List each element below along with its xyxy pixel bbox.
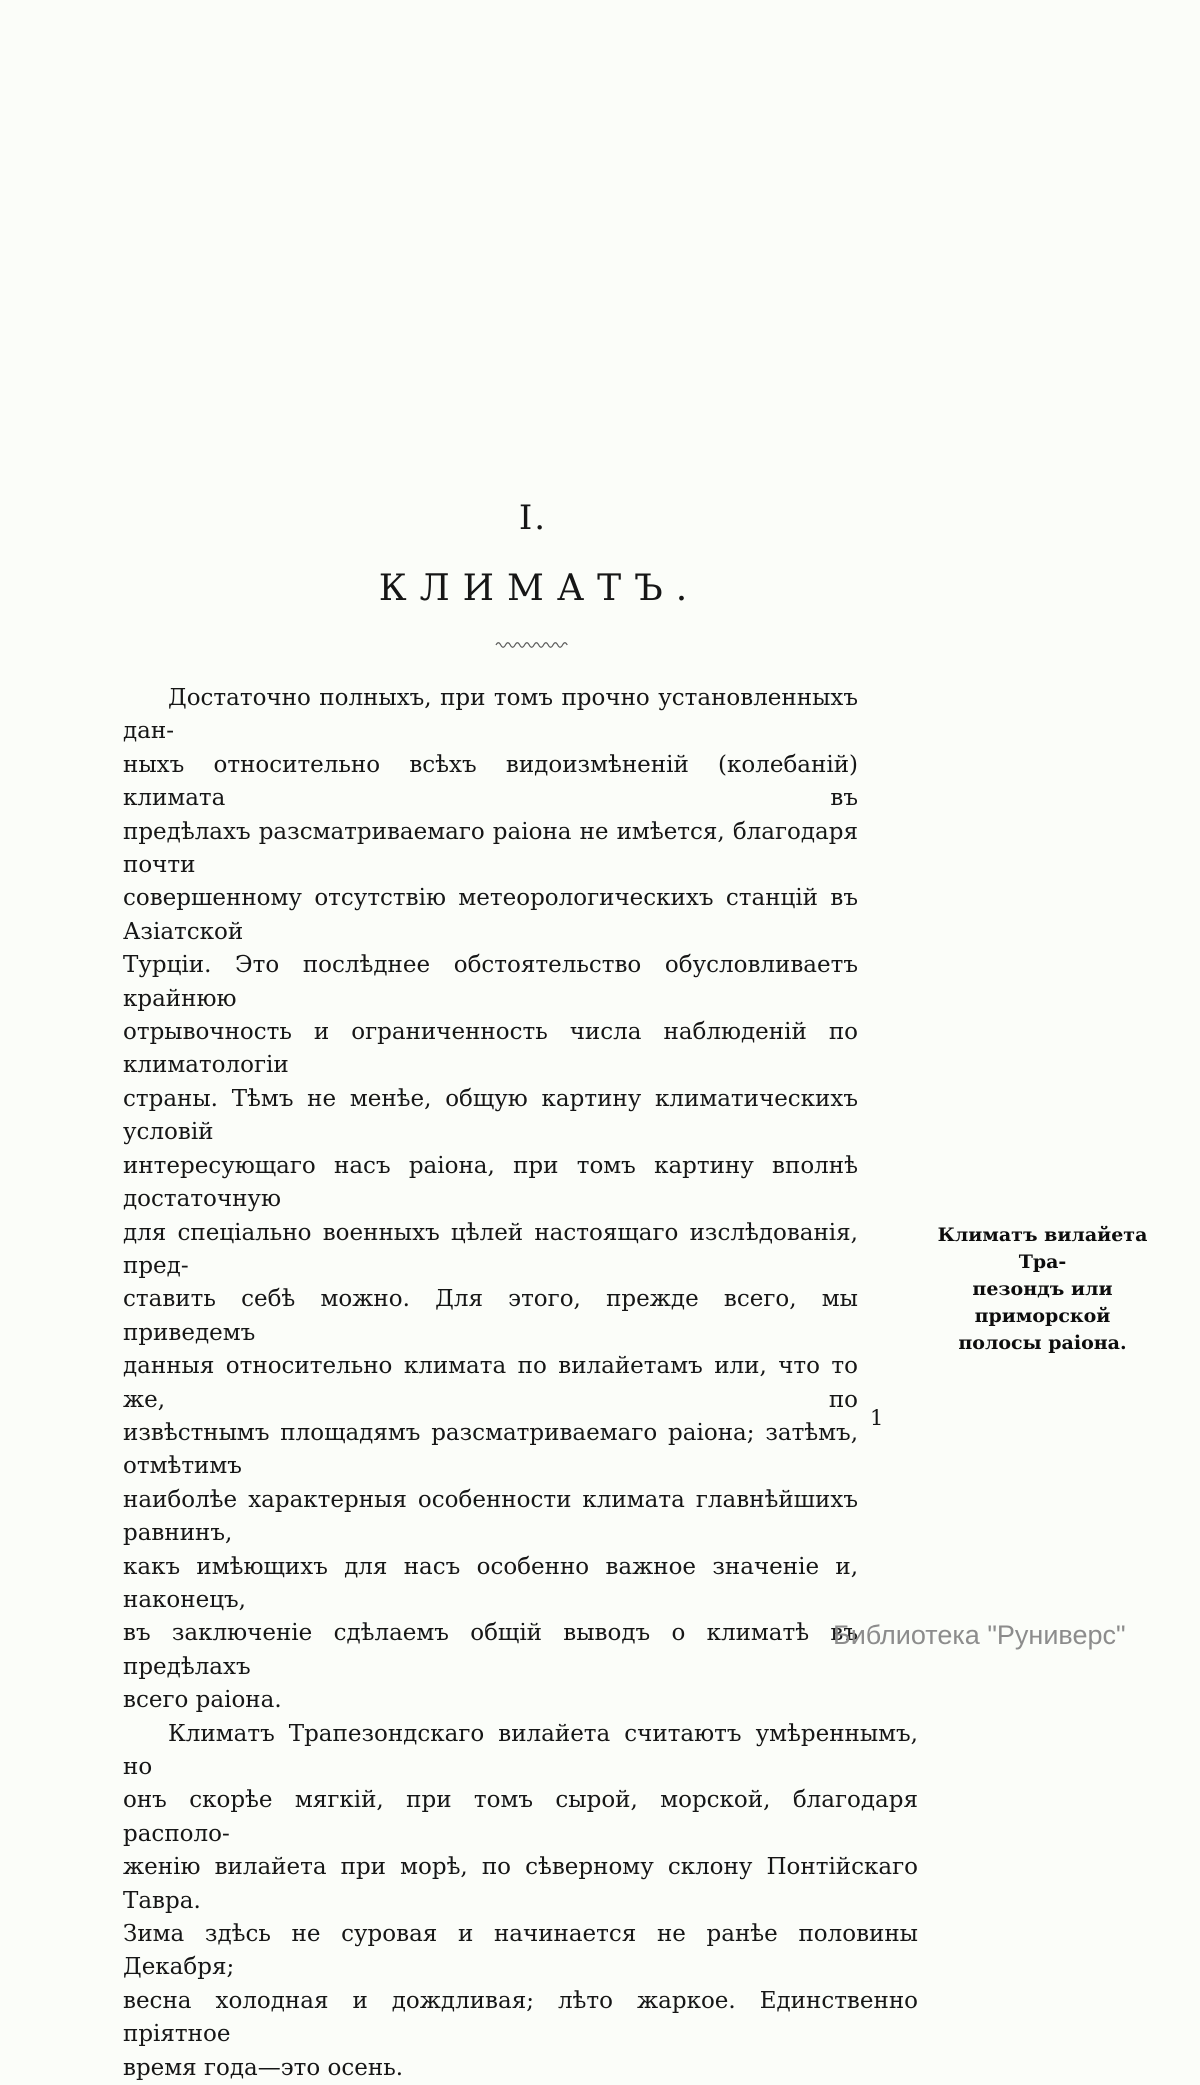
paragraph-2 [123, 1718, 918, 2085]
text-line: женію вилайета при морѣ, по сѣверному склону Понтійскаго Тавра. [123, 1854, 918, 1914]
paragraph-1 [123, 682, 858, 1718]
margin-note [921, 1222, 1164, 1357]
text-line: предѣлахъ разсматриваемаго раіона не имѣется, благодаря почти [123, 818, 858, 879]
text-line: данныя относительно климата по вилайетамъ или, что то же, по [123, 1353, 858, 1413]
text-line: отрывочность и ограниченность числа наблюденій по климатологіи [123, 1019, 858, 1079]
margin-note-line: полосы раіона. [958, 1332, 1127, 1354]
chapter-number: I. [518, 498, 548, 538]
text-line: интересующаго насъ раіона, при томъ картину вполнѣ достаточную [123, 1152, 858, 1213]
text-line: всего раіона. [123, 1687, 282, 1714]
library-watermark: Библиотека "Руниверс" [833, 1620, 1126, 1650]
text-line: ставить себѣ можно. Для этого, прежде всего, мы приведемъ [123, 1286, 858, 1346]
margin-note-line: Климатъ вилайета Тра- [937, 1224, 1148, 1273]
main-text-column [123, 682, 918, 2085]
squiggle-divider [123, 634, 943, 653]
text-line: для спеціально военныхъ цѣлей настоящаго изслѣдованія, пред- [123, 1219, 858, 1279]
page-number: 1 [870, 1406, 884, 1430]
text-line: онъ скорѣе мягкій, при томъ сырой, морской, благодаря располо- [123, 1787, 918, 1847]
text-line: страны. Тѣмъ не менѣе, общую картину климатическихъ условій [123, 1085, 858, 1146]
text-line: весна холодная и дождливая; лѣто жаркое. Единственно пріятное [123, 1987, 918, 2048]
chapter-title: КЛИМАТЪ. [378, 568, 701, 609]
text-line: Зима здѣсь не суровая и начинается не ранѣе половины Декабря; [123, 1921, 918, 1981]
margin-note-line: пезондъ или приморской [972, 1278, 1113, 1327]
text-line: въ заключеніе сдѣлаемъ общій выводъ о климатѣ въ предѣлахъ [123, 1620, 858, 1680]
text-line: извѣстнымъ площадямъ разсматриваемаго раіона; затѣмъ, отмѣтимъ [123, 1419, 858, 1480]
wavy-line-icon [495, 634, 571, 653]
text-line: Достаточно полныхъ, при томъ прочно установленныхъ дан- [123, 685, 858, 745]
text-line: Климатъ Трапезондскаго вилайета считаютъ умѣреннымъ, но [123, 1720, 918, 1780]
text-line: ныхъ относительно всѣхъ видоизмѣненій (колебаній) климата въ [123, 751, 858, 812]
text-line: Турціи. Это послѣднее обстоятельство обусловливаетъ крайнюю [123, 952, 858, 1012]
text-line: время года—это осень. [123, 2054, 404, 2081]
text-line: наиболѣе характерныя особенности климата главнѣйшихъ равнинъ, [123, 1486, 858, 1547]
text-line: совершенному отсутствію метеорологическихъ станцій въ Азіатской [123, 885, 858, 945]
text-line: какъ имѣющихъ для насъ особенно важное значеніе и, наконецъ, [123, 1553, 858, 1613]
